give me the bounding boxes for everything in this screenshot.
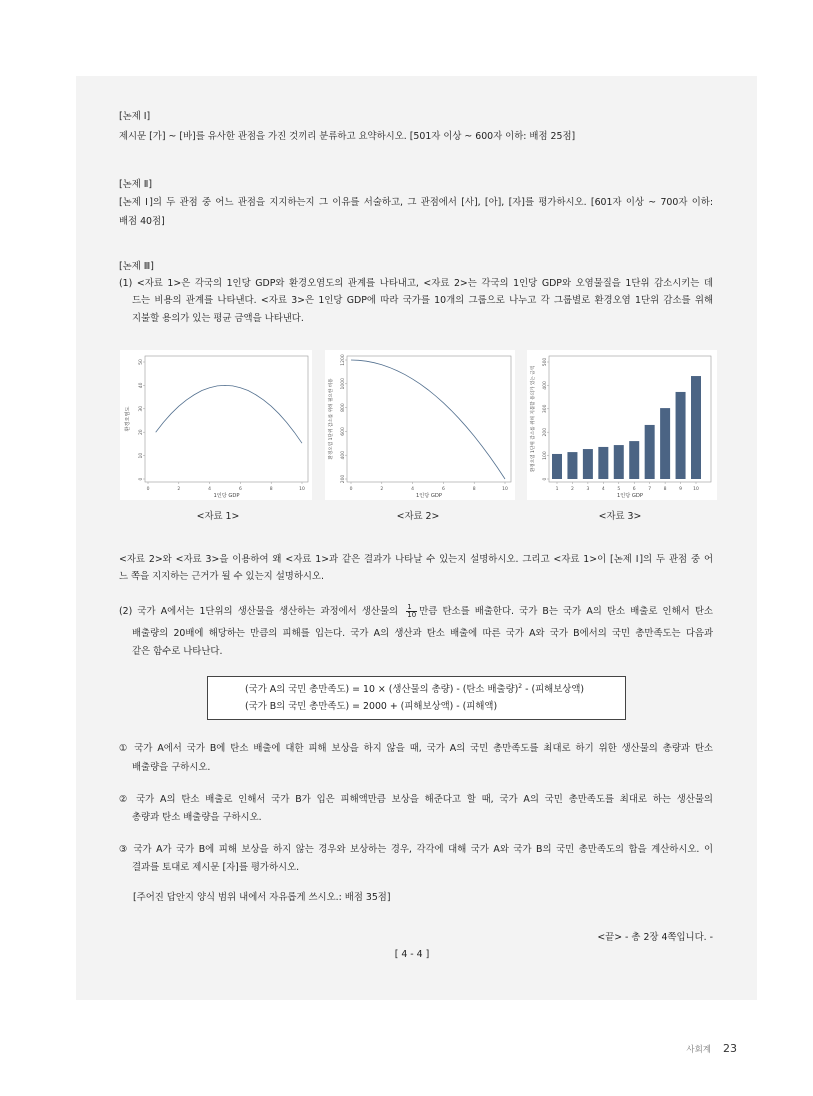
x-tick-label: 10: [693, 487, 699, 492]
x-tick-label: 4: [601, 487, 605, 492]
x-axis-label: 1인당 GDP: [616, 493, 644, 499]
x-tick-label: 9: [679, 487, 682, 492]
x-tick-label: 8: [269, 487, 273, 492]
x-tick-label: 5: [617, 487, 621, 492]
issue-2-line: 배점 40점]: [119, 216, 165, 227]
x-axis-label: 1인당 GDP: [415, 493, 443, 499]
y-tick-label: 40: [139, 382, 144, 389]
bar: [660, 408, 670, 479]
issue-2-line: [논제 Ⅰ]의 두 관점 중 어느 관점을 지지하는지 그 이유를 서술하고, 그 관점에서 [사], [아], [자]를 평가하시오. [601자 이상 ~ 700자 이하:: [119, 197, 713, 208]
question-2-line: [119, 604, 713, 619]
issue-2-heading: [논제 Ⅱ]: [119, 179, 153, 190]
y-tick-label: 0: [139, 477, 144, 481]
y-axis-label: 환경오염도: [125, 406, 131, 432]
question-1-task-line: <자료 2>와 <자료 3>을 이용하여 왜 <자료 1>과 같은 결과가 나타날 수 있는지 설명하시오. 그리고 <자료 1>이 [논제 Ⅰ]의 두 관점 중 어: [119, 554, 713, 565]
formula-a-tail: - (피해보상액): [522, 684, 585, 695]
x-tick-label: 6: [441, 487, 445, 492]
y-tick-label: 200: [543, 427, 548, 437]
y-tick-label: 500: [543, 357, 548, 367]
x-tick-label: 4: [208, 487, 212, 492]
bar: [645, 425, 655, 479]
x-axis-label: 1인당 GDP: [213, 493, 240, 499]
bar: [583, 449, 593, 479]
fraction-denominator: 10: [407, 611, 417, 619]
y-axis-label: 환경오염 1단위 감소를 위해 필요한 비용: [329, 378, 334, 460]
sub-question-1-line: 배출량을 구하시오.: [132, 762, 211, 773]
bar: [629, 441, 639, 479]
chart-caption-2: <자료 2>: [396, 511, 440, 522]
x-tick-label: 4: [411, 487, 415, 492]
question-2-line: 같은 함수로 나타난다.: [132, 646, 223, 657]
page-footer: [640, 1037, 737, 1056]
sub-question-3-line: ③ 국가 A가 국가 B에 피해 보상을 하지 않는 경우와 보상하는 경우, 각각에 대해 국가 A와 국가 B의 국민 총만족도의 합을 계산하시오. 이: [119, 844, 713, 855]
scoring-note: [주어진 답안지 양식 범위 내에서 자유롭게 쓰시오.: 배점 35점]: [133, 892, 391, 903]
y-tick-label: 10: [139, 452, 144, 459]
x-tick-label: 10: [502, 487, 508, 492]
formula-country-b: (국가 B의 국민 총만족도) = 2000 + (피해보상액) - (피해액): [245, 701, 498, 712]
x-tick-label: 0: [349, 487, 353, 492]
bar: [552, 454, 562, 479]
y-axis-label: 환경오염 1단위 감소를 위해 지불할 용의가 있는 금액: [531, 365, 536, 473]
y-tick-label: 50: [139, 359, 144, 365]
chart-willingness-to-pay: [527, 350, 717, 500]
formula-box: [207, 676, 626, 720]
end-note: <끝> - 총 2장 4쪽입니다. -: [597, 932, 713, 943]
y-tick-label: 400: [543, 381, 548, 390]
chart-caption-3: <자료 3>: [598, 511, 642, 522]
y-tick-label: 600: [341, 427, 346, 436]
question-1-task-line: 느 쪽을 지지하는 근거가 될 수 있는지 설명하시오.: [119, 571, 324, 582]
x-tick-label: 6: [238, 487, 242, 492]
y-tick-label: 1200: [341, 354, 346, 366]
sub-question-2-line: ② 국가 A의 탄소 배출로 인해서 국가 B가 입은 피해액만큼 보상을 해준다고 할 때, 국가 A의 국민 총만족도를 최대로 하는 생산물의: [119, 794, 713, 805]
bar: [614, 445, 624, 479]
x-tick-label: 2: [571, 487, 574, 492]
footer-section: 사회계: [686, 1045, 711, 1055]
y-tick-label: 30: [139, 405, 144, 412]
issue-1-heading: [논제 Ⅰ]: [119, 111, 151, 122]
y-tick-label: 20: [139, 429, 144, 436]
x-tick-label: 10: [299, 487, 305, 492]
y-tick-label: 300: [543, 404, 548, 414]
bar: [567, 452, 577, 479]
sub-question-1-line: ① 국가 A에서 국가 B에 탄소 배출에 대한 피해 보상을 하지 않을 때, 국가 A의 국민 총만족도를 최대로 하기 위한 생산물의 총량과 탄소: [119, 743, 713, 754]
question-1-line: 드는 비용의 관계를 나타낸다. <자료 3>은 1인당 GDP에 따라 국가를 10개의 그룹으로 나누고 각 그룹별로 환경오염 1단위 감소를 위해: [132, 295, 713, 306]
fraction-numerator: 1: [406, 604, 417, 612]
question-2-text-before-fraction: (2) 국가 A에서는 1단위의 생산물을 생산하는 과정에서 생산물의: [119, 606, 399, 617]
x-tick-label: 3: [586, 487, 590, 492]
bar: [691, 376, 701, 479]
chart-gdp-pollution: [120, 350, 312, 500]
question-1-line: 지불할 용의가 있는 평균 금액을 나타낸다.: [132, 313, 304, 324]
formula-a-exponent: 2: [518, 682, 523, 690]
x-tick-label: 7: [648, 487, 652, 492]
question-1-line: (1) <자료 1>은 각국의 1인당 GDP와 환경오염도의 관계를 나타내고, <자료 2>는 각국의 1인당 GDP와 오염물질을 1단위 감소시키는 데: [119, 278, 713, 289]
issue-1-line: 제시문 [가] ~ [바]를 유사한 관점을 가진 것끼리 분류하고 요약하시오. [501자 이상 ~ 600자 이하: 배점 25점]: [119, 131, 576, 142]
formula-a-main: (국가 A의 국민 총만족도) = 10 × (생산물의 총량) - (탄소 배출량): [245, 684, 519, 695]
x-tick-label: 8: [663, 487, 667, 492]
issue-3-heading: [논제 Ⅲ]: [119, 261, 154, 272]
y-tick-label: 100: [543, 451, 548, 460]
y-tick-label: 400: [341, 450, 346, 460]
bar: [598, 447, 608, 479]
sub-question-2-line: 총량과 탄소 배출량을 구하시오.: [132, 812, 262, 823]
x-tick-label: 2: [177, 487, 181, 492]
y-tick-label: 800: [341, 403, 346, 412]
bar: [676, 392, 686, 479]
x-tick-label: 1: [555, 487, 559, 492]
footer-page-number: 23: [723, 1042, 737, 1055]
question-2-text-after-fraction: 만큼 탄소를 배출한다. 국가 B는 국가 A의 탄소 배출로 인해서 탄소: [419, 606, 713, 617]
question-2-line: 배출량의 20배에 해당하는 만큼의 피해를 입는다. 국가 A의 생산과 탄소 배출에 따른 국가 A와 국가 B에서의 국민 총만족도는 다음과: [132, 628, 713, 639]
chart-gdp-abatement-cost: [325, 350, 515, 500]
y-tick-label: 0: [543, 477, 548, 481]
x-tick-label: 2: [380, 487, 384, 492]
x-tick-label: 6: [632, 487, 636, 492]
fraction: [406, 604, 417, 619]
y-tick-label: 200: [341, 474, 346, 484]
sub-question-3-line: 결과를 토대로 제시문 [자]를 평가하시오.: [132, 862, 300, 873]
x-tick-label: 8: [472, 487, 476, 492]
plot-area: [347, 356, 511, 482]
chart-caption-1: <자료 1>: [196, 511, 240, 522]
y-tick-label: 1000: [341, 378, 346, 390]
formula-country-a: [245, 684, 584, 696]
page-marker: [ 4 - 4 ]: [394, 949, 430, 960]
x-tick-label: 0: [146, 487, 150, 492]
